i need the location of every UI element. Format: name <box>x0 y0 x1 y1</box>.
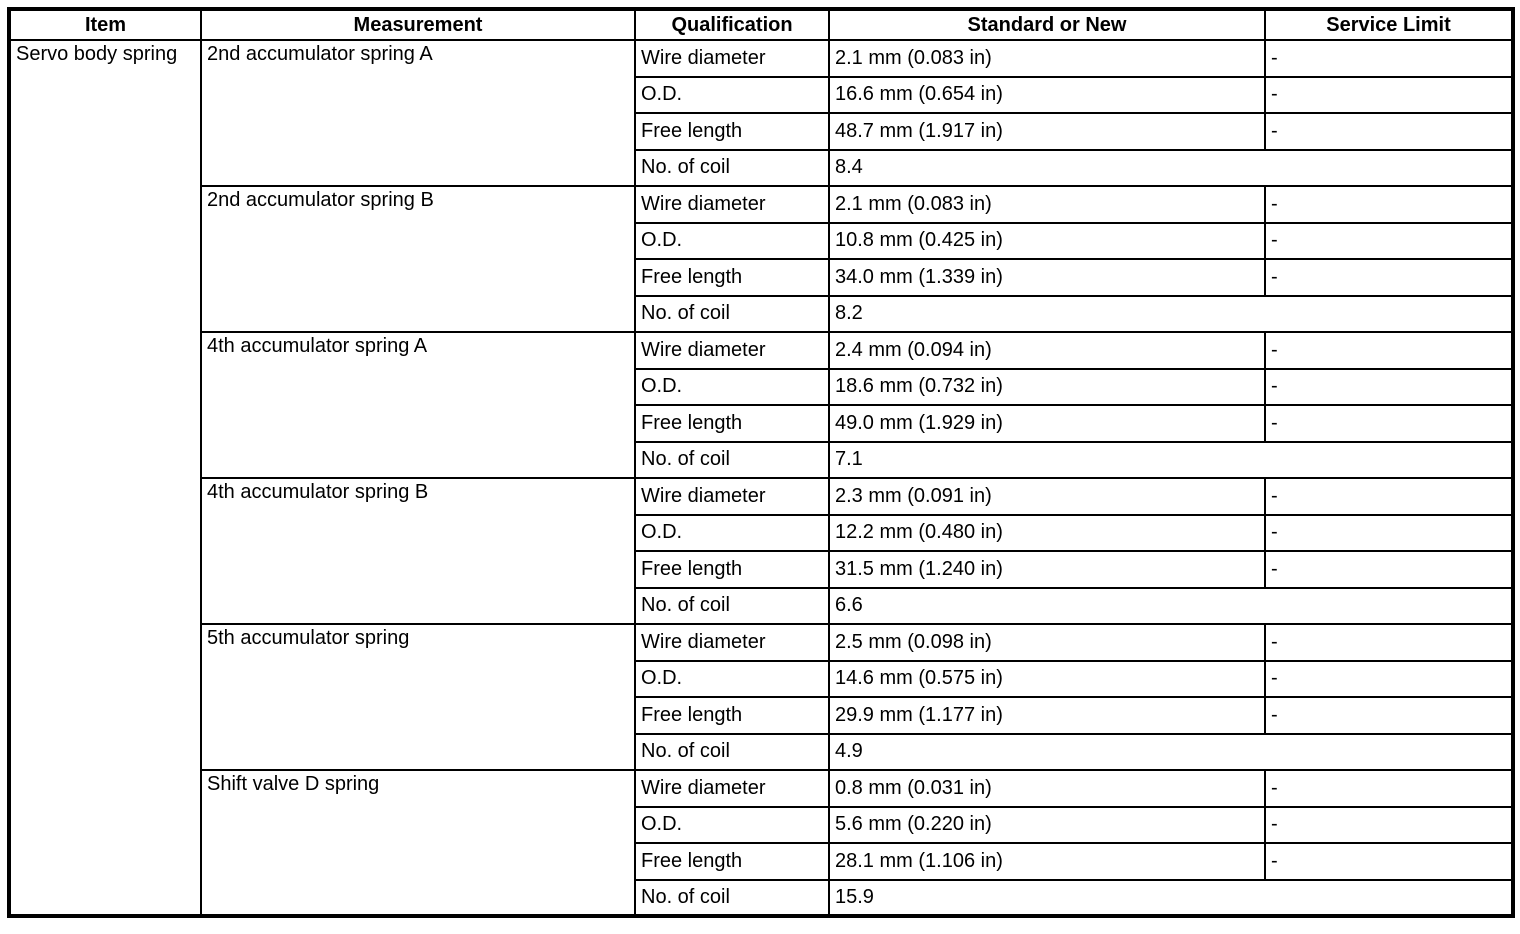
cell-qualification: Free length <box>635 697 829 734</box>
cell-service-limit: - <box>1265 807 1513 844</box>
cell-qualification: No. of coil <box>635 880 829 917</box>
cell-standard: 2.5 mm (0.098 in) <box>829 624 1265 661</box>
header-measurement: Measurement <box>201 9 635 40</box>
header-standard-or-new: Standard or New <box>829 9 1265 40</box>
cell-standard: 6.6 <box>829 588 1513 625</box>
cell-measurement: Shift valve D spring <box>201 770 635 916</box>
cell-service-limit: - <box>1265 369 1513 406</box>
cell-qualification: O.D. <box>635 807 829 844</box>
cell-measurement: 2nd accumulator spring B <box>201 186 635 332</box>
cell-service-limit: - <box>1265 843 1513 880</box>
table-row <box>9 770 1513 807</box>
cell-standard: 2.3 mm (0.091 in) <box>829 478 1265 515</box>
header-service-limit: Service Limit <box>1265 9 1513 40</box>
cell-qualification: Free length <box>635 551 829 588</box>
cell-standard: 2.1 mm (0.083 in) <box>829 40 1265 77</box>
cell-service-limit: - <box>1265 113 1513 150</box>
cell-qualification: No. of coil <box>635 150 829 187</box>
cell-service-limit: - <box>1265 478 1513 515</box>
cell-qualification: O.D. <box>635 223 829 260</box>
cell-service-limit: - <box>1265 223 1513 260</box>
cell-standard: 2.4 mm (0.094 in) <box>829 332 1265 369</box>
cell-standard: 49.0 mm (1.929 in) <box>829 405 1265 442</box>
cell-standard: 29.9 mm (1.177 in) <box>829 697 1265 734</box>
table-row <box>9 40 1513 77</box>
table-row <box>9 624 1513 661</box>
cell-item: Servo body spring <box>9 40 201 916</box>
cell-qualification: O.D. <box>635 77 829 114</box>
cell-standard: 15.9 <box>829 880 1513 917</box>
cell-service-limit: - <box>1265 661 1513 698</box>
header-qualification: Qualification <box>635 9 829 40</box>
cell-standard: 2.1 mm (0.083 in) <box>829 186 1265 223</box>
cell-service-limit: - <box>1265 624 1513 661</box>
cell-measurement: 5th accumulator spring <box>201 624 635 770</box>
cell-standard: 28.1 mm (1.106 in) <box>829 843 1265 880</box>
cell-qualification: No. of coil <box>635 588 829 625</box>
cell-standard: 8.4 <box>829 150 1513 187</box>
cell-service-limit: - <box>1265 40 1513 77</box>
cell-qualification: O.D. <box>635 369 829 406</box>
cell-qualification: No. of coil <box>635 296 829 333</box>
cell-qualification: Free length <box>635 843 829 880</box>
cell-qualification: Free length <box>635 259 829 296</box>
cell-standard: 12.2 mm (0.480 in) <box>829 515 1265 552</box>
cell-service-limit: - <box>1265 515 1513 552</box>
cell-qualification: O.D. <box>635 661 829 698</box>
cell-measurement: 2nd accumulator spring A <box>201 40 635 186</box>
cell-qualification: No. of coil <box>635 442 829 479</box>
cell-qualification: No. of coil <box>635 734 829 771</box>
cell-standard: 8.2 <box>829 296 1513 333</box>
cell-measurement: 4th accumulator spring B <box>201 478 635 624</box>
cell-service-limit: - <box>1265 332 1513 369</box>
cell-standard: 14.6 mm (0.575 in) <box>829 661 1265 698</box>
cell-standard: 0.8 mm (0.031 in) <box>829 770 1265 807</box>
cell-qualification: Wire diameter <box>635 624 829 661</box>
cell-service-limit: - <box>1265 77 1513 114</box>
header-item: Item <box>9 9 201 40</box>
cell-standard: 7.1 <box>829 442 1513 479</box>
cell-standard: 48.7 mm (1.917 in) <box>829 113 1265 150</box>
header-row <box>9 9 1513 40</box>
cell-qualification: Wire diameter <box>635 770 829 807</box>
cell-standard: 18.6 mm (0.732 in) <box>829 369 1265 406</box>
table-row <box>9 332 1513 369</box>
cell-service-limit: - <box>1265 259 1513 296</box>
cell-qualification: O.D. <box>635 515 829 552</box>
cell-qualification: Wire diameter <box>635 40 829 77</box>
cell-qualification: Wire diameter <box>635 186 829 223</box>
cell-service-limit: - <box>1265 697 1513 734</box>
cell-standard: 16.6 mm (0.654 in) <box>829 77 1265 114</box>
cell-qualification: Free length <box>635 405 829 442</box>
cell-measurement: 4th accumulator spring A <box>201 332 635 478</box>
table-row <box>9 186 1513 223</box>
cell-qualification: Wire diameter <box>635 478 829 515</box>
cell-service-limit: - <box>1265 186 1513 223</box>
cell-standard: 31.5 mm (1.240 in) <box>829 551 1265 588</box>
cell-service-limit: - <box>1265 551 1513 588</box>
cell-qualification: Free length <box>635 113 829 150</box>
cell-service-limit: - <box>1265 405 1513 442</box>
cell-qualification: Wire diameter <box>635 332 829 369</box>
spring-spec-table <box>7 7 1515 918</box>
cell-service-limit: - <box>1265 770 1513 807</box>
cell-standard: 10.8 mm (0.425 in) <box>829 223 1265 260</box>
cell-standard: 5.6 mm (0.220 in) <box>829 807 1265 844</box>
cell-standard: 4.9 <box>829 734 1513 771</box>
table-row <box>9 478 1513 515</box>
cell-standard: 34.0 mm (1.339 in) <box>829 259 1265 296</box>
